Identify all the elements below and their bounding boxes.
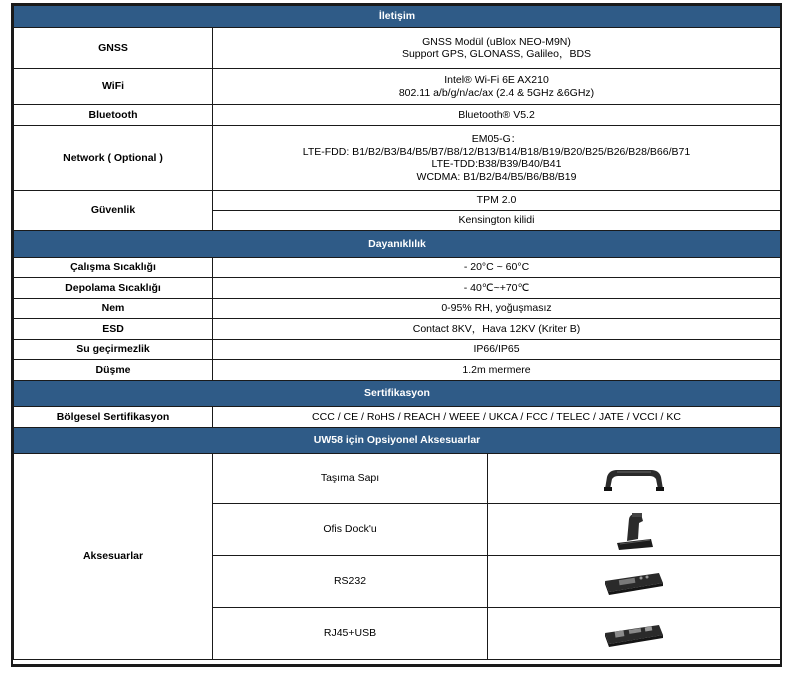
row-value: IP66/IP65 <box>213 340 781 360</box>
row-label: GNSS <box>14 28 213 69</box>
row-label: Güvenlik <box>14 191 213 231</box>
accessory-name: Ofis Dock'u <box>213 504 488 556</box>
row-bluetooth <box>14 105 781 126</box>
section-title: Dayanıklılık <box>14 231 781 258</box>
row-value: Bluetooth® V5.2 <box>213 105 781 126</box>
row-value <box>213 69 781 105</box>
row-value <box>213 126 781 191</box>
rj45-usb-module-image <box>601 619 667 649</box>
accessory-image-cell <box>488 608 781 660</box>
accessory-row <box>14 454 781 504</box>
row-esd <box>14 319 781 340</box>
value-line: WCDMA: B1/B2/B4/B5/B6/B8/B19 <box>416 170 577 183</box>
value-line: GNSS Modül (uBlox NEO-M9N) <box>422 35 571 48</box>
row-value: CCC / CE / RoHS / REACH / WEEE / UKCA / FCC / TELEC / JATE / VCCI / KC <box>213 407 781 428</box>
accessory-image-cell <box>488 454 781 504</box>
section-title: İletişim <box>14 6 781 28</box>
section-title: UW58 için Opsiyonel Aksesuarlar <box>14 428 781 454</box>
value-line: LTE-FDD: B1/B2/B3/B4/B5/B7/B8/12/B13/B14/B18/B19/B20/B25/B26/B28/B66/B71 <box>302 145 691 158</box>
row-label: Network ( Optional ) <box>14 126 213 191</box>
row-label: Su geçirmezlik <box>14 340 213 360</box>
row-network <box>14 126 781 191</box>
row-storage-temp <box>14 278 781 299</box>
accessory-image-cell <box>488 556 781 608</box>
spec-table <box>13 5 781 660</box>
value-line: Support GPS, GLONASS, Galileo，BDS <box>401 48 592 60</box>
row-value <box>213 28 781 69</box>
row-value: - 40℃~+70℃ <box>213 278 781 299</box>
value-line: 802.11 a/b/g/n/ac/ax (2.4 & 5GHz &6GHz) <box>398 86 595 99</box>
row-label: Düşme <box>14 360 213 381</box>
spec-sheet <box>11 3 782 667</box>
row-security <box>14 191 781 211</box>
row-value: TPM 2.0 <box>213 191 781 211</box>
row-value: - 20°C ~ 60°C <box>213 258 781 278</box>
row-value: 1.2m mermere <box>213 360 781 381</box>
row-waterproof <box>14 340 781 360</box>
row-label: ESD <box>14 319 213 340</box>
row-wifi <box>14 69 781 105</box>
value-line: EM05-G： <box>471 133 522 145</box>
rs232-module-image <box>601 567 667 597</box>
carry-handle-image <box>601 465 667 493</box>
row-label: WiFi <box>14 69 213 105</box>
section-header-certification <box>14 381 781 407</box>
row-value: Kensington kilidi <box>213 211 781 231</box>
row-value: 0-95% RH, yoğuşmasız <box>213 299 781 319</box>
accessory-name: Taşıma Sapı <box>213 454 488 504</box>
section-header-durability <box>14 231 781 258</box>
section-header-communication <box>14 6 781 28</box>
row-operating-temp <box>14 258 781 278</box>
row-label: Nem <box>14 299 213 319</box>
office-dock-image <box>611 509 657 551</box>
row-drop <box>14 360 781 381</box>
value-line: LTE-TDD:B38/B39/B40/B41 <box>431 158 562 170</box>
accessory-name: RS232 <box>213 556 488 608</box>
section-title: Sertifikasyon <box>14 381 781 407</box>
row-label: Aksesuarlar <box>14 454 213 660</box>
accessory-image-cell <box>488 504 781 556</box>
row-value: Contact 8KV，Hava 12KV (Kriter B) <box>213 319 781 340</box>
row-humidity <box>14 299 781 319</box>
value-line: Intel® Wi-Fi 6E AX210 <box>444 74 549 86</box>
accessory-name: RJ45+USB <box>213 608 488 660</box>
row-label: Çalışma Sıcaklığı <box>14 258 213 278</box>
row-label: Bluetooth <box>14 105 213 126</box>
section-header-accessories <box>14 428 781 454</box>
row-label: Depolama Sıcaklığı <box>14 278 213 299</box>
row-label: Bölgesel Sertifikasyon <box>14 407 213 428</box>
row-regional-cert <box>14 407 781 428</box>
row-gnss <box>14 28 781 69</box>
